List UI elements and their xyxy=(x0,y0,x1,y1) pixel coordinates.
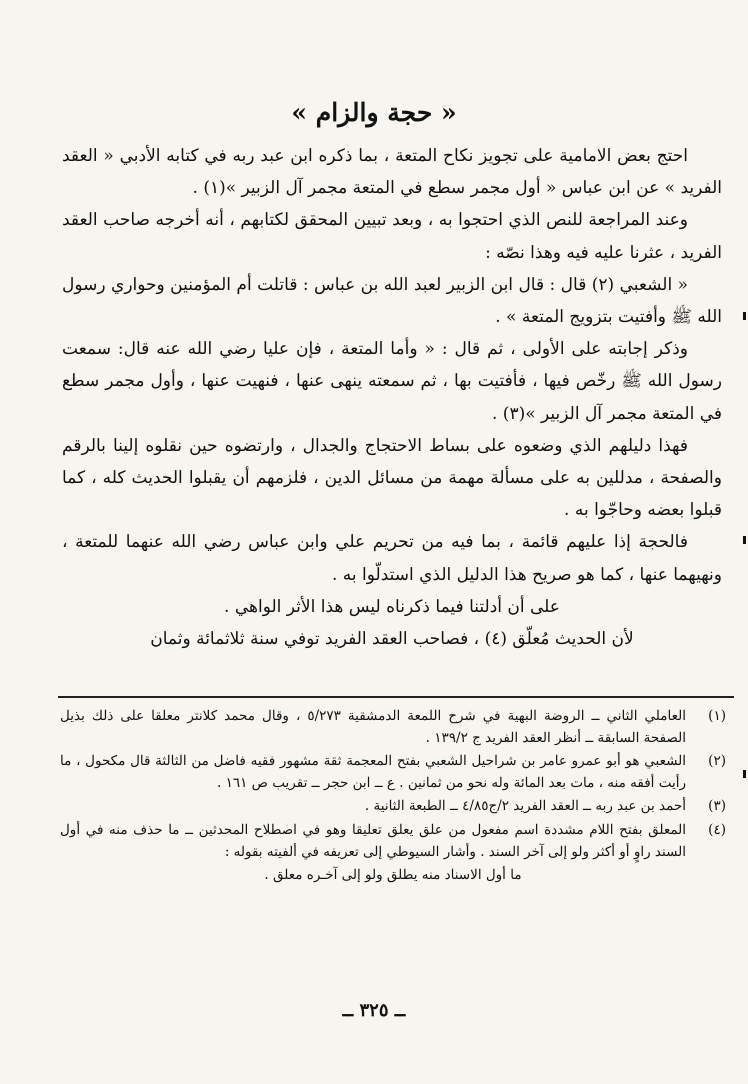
paragraph: وذكر إجابته على الأولى ، ثم قال : « وأما المتعة ، فإن عليا رضي الله عنه قال: سمعت رسول الله ﷺ رخّص فيها ، فأفتيت بها ، ثم سمعته ينهى عنها ، فنهيت عنها ، وأول مجمر سطع في المتعة مجمر آل الزبير »(٣) . xyxy=(62,339,722,424)
footnote-text: أحمد بن عبد ربه ــ العقد الفريد ٢/ج٤/٨٥ ــ الطبعة الثانية . xyxy=(364,798,686,815)
paragraph: على أن أدلتنا فيما ذكرناه ليس هذا الأثر الواهي . xyxy=(224,596,560,617)
paragraph-quote: « الشعبي (٢) قال : قال ابن الزبير لعبد الله بن عباس : قاتلت أم المؤمنين وحواري رسول الله ﷺ وأفتيت بتزويج المتعة » . xyxy=(62,274,722,328)
footnote-number: (٣) xyxy=(708,798,726,815)
scan-edge-mark xyxy=(743,770,746,778)
footnote xyxy=(60,796,726,818)
footnote-number: (٢) xyxy=(708,753,726,770)
paragraph: فالحجة إذا عليهم قائمة ، بما فيه من تحريم علي وابن عباس رضي الله عنهما للمتعة ، ونهيهما عنها ، كما هو صريح هذا الدليل الذي استدلّوا به . xyxy=(62,532,722,585)
paragraph: لأن الحديث مُعلّق (٤) ، فصاحب العقد الفريد توفي سنة ثلاثمائة وثمان xyxy=(150,629,634,650)
footnote-number: (٤) xyxy=(708,821,726,838)
footnote-text: العاملي الثاني ــ الروضة البهية في شرح اللمعة الدمشقية ٥/٢٧٣ ، وقال محمد كلانتر معلقا على ذلك بذيل الصفحة السابقة ــ أنظر العقد الفريد ج ١٣٩/٢ . xyxy=(60,708,686,746)
page-number: ــ ٣٢٥ ــ xyxy=(342,1000,406,1021)
footnotes xyxy=(60,706,726,887)
footnote-text: الشعبي هو أبو عمرو عامر بن شراحيل الشعبي بفتح المعجمة ثقة مشهور فقيه فاضل من الثالثة قال مكحول ، ما رأيت أفقه منه ، مات بعد المائة وله نحو من ثمانين . ع ــ ابن حجر ــ تقريب ص ١٦١ . xyxy=(60,753,686,791)
scan-edge-mark xyxy=(743,312,746,320)
footnote-verse: ما أول الاسناد منه يطلق ولو إلى آخـره معلق . xyxy=(264,867,522,884)
footnote xyxy=(60,706,726,749)
footnote xyxy=(60,751,726,794)
footnote xyxy=(60,820,726,863)
paragraph: فهذا دليلهم الذي وضعوه على بساط الاحتجاج والجدال ، وارتضوه حين نقلوه إلينا بالرقم والصفحة ، مدللين به على مسألة مهمة من مسائل الدين ، فلزمهم أن يقبلوا الحديث كله ، كما قبلوا بعضه وحاجّوا به . xyxy=(62,435,722,521)
main-text xyxy=(62,140,722,655)
paragraph: احتج بعض الامامية على تجويز نكاح المتعة ، بما ذكره ابن عبد ربه في كتابه الأدبي « العقد الفريد » عن ابن عباس « أول مجمر سطع في المتعة مجمر آل الزبير »(١) . xyxy=(62,146,722,199)
page-title: « حجة والزام » xyxy=(291,98,457,127)
footnote-text: المعلق بفتح اللام مشددة اسم مفعول من علق يعلق تعليقا وهو في اصطلاح المحدثين ــ ما حذف منه في أول السند راوٍ أو أكثر ولو إلى آخر السند . وأشار السيوطي إلى تعريفه في ألفيته بقوله : xyxy=(60,821,686,860)
footnote-number: (١) xyxy=(708,708,726,724)
footnote-divider xyxy=(58,696,734,698)
scan-edge-mark xyxy=(743,536,746,544)
paragraph: وعند المراجعة للنص الذي احتجوا به ، وبعد تبيين المحقق لكتابهم ، أنه أخرجه صاحب العقد الفريد ، عثرنا عليه فيه وهذا نصّه : xyxy=(62,210,722,263)
